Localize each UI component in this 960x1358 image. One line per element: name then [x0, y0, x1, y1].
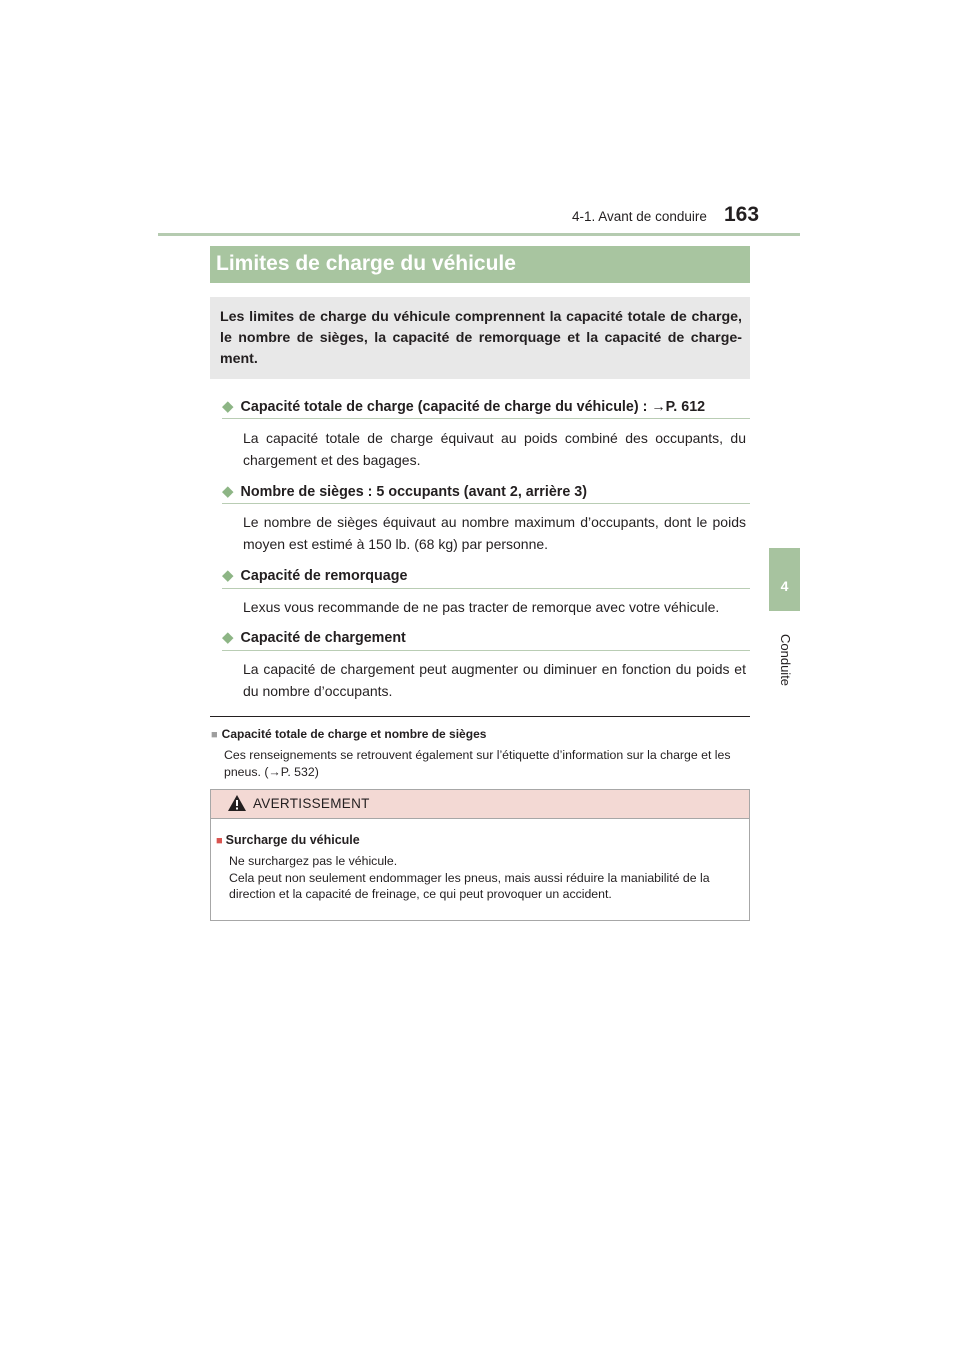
section-heading-text: Capacité de chargement: [240, 630, 406, 646]
section-rule: [222, 650, 750, 651]
warning-line: Ne surchargez pas le véhicule.: [229, 854, 398, 868]
square-icon: ■: [216, 835, 223, 847]
section-rule: [222, 418, 750, 419]
diamond-icon: ◆: [222, 398, 234, 415]
section-heading: [222, 566, 407, 584]
section-heading: [222, 482, 587, 500]
section-heading-text: Nombre de sièges : 5 occupants (avant 2, arrière 3): [240, 484, 587, 500]
section-body: Le nombre de sièges équivaut au nombre maximum d’occupants, dont le poids moyen est estimé à 150 lb. (68 kg) par personne.: [243, 514, 746, 552]
section-body: La capacité de chargement peut augmenter ou diminuer en fonction du poids et du nombre d’occupants.: [243, 661, 746, 699]
header-rule: [158, 233, 800, 236]
section-rule: [222, 588, 750, 589]
warning-body: [229, 853, 743, 903]
section-body: La capacité totale de charge équivaut au poids combiné des occupants, du chargement et des bagages.: [243, 430, 746, 468]
header-section-title: 4-1. Avant de conduire: [572, 209, 707, 224]
section-heading-text: Capacité de remorquage: [240, 568, 408, 584]
note-heading-text: Capacité totale de charge et nombre de sièges: [221, 727, 487, 741]
square-icon: ■: [211, 729, 218, 741]
separator-rule: [210, 716, 750, 717]
section-heading: [222, 628, 406, 646]
warning-subheading-text: Surcharge du véhicule: [225, 833, 360, 847]
page-number: 163: [724, 203, 760, 226]
note-heading: [211, 727, 486, 741]
chapter-tab-label: Conduite: [778, 634, 793, 687]
section-heading-text: Capacité totale de charge (capacité de charge du véhicule) : →P. 612: [240, 399, 706, 415]
chapter-tab-number: 4: [780, 578, 789, 594]
warning-triangle-icon: [227, 794, 247, 812]
section-rule: [222, 503, 750, 504]
intro-text: Les limites de charge du véhicule comprennent la capacité totale de charge, le nombre de sièges, la capacité de remorquage et la capacité de charge-ment.: [220, 309, 742, 367]
page-title: Limites de charge du véhicule: [216, 252, 516, 275]
diamond-icon: ◆: [222, 567, 234, 584]
diamond-icon: ◆: [222, 629, 234, 646]
warning-line: Cela peut non seulement endommager les pneus, mais aussi réduire la maniabilité de la direction et la capacité de freinage, ce qui peut provoquer un accident.: [229, 870, 710, 901]
section-body: Lexus vous recommande de ne pas tracter de remorque avec votre véhicule.: [243, 599, 720, 615]
diamond-icon: ◆: [222, 483, 234, 500]
warning-title: AVERTISSEMENT: [253, 796, 370, 811]
section-heading: [222, 397, 705, 415]
warning-subheading: [216, 833, 360, 847]
note-body: Ces renseignements se retrouvent également sur l’étiquette d’information sur la charge et les pneus. (→P. 532): [224, 748, 731, 779]
